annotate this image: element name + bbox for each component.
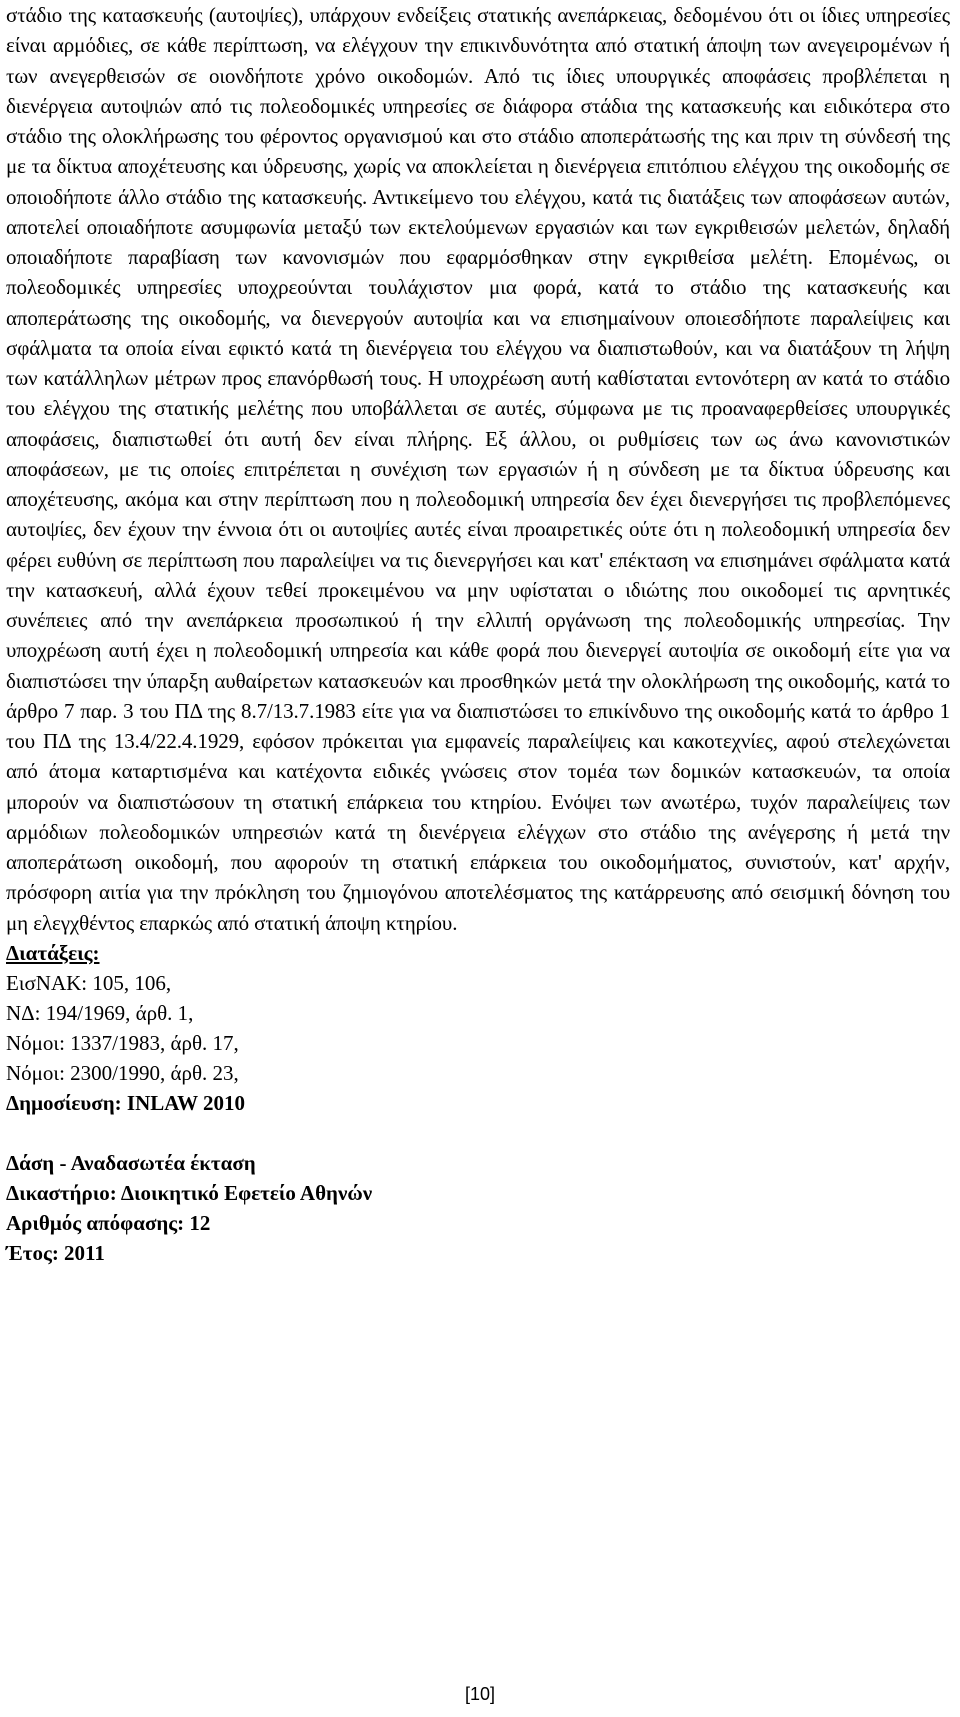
references-block xyxy=(6,938,950,1268)
provision-line: Νόμοι: 1337/1983, άρθ. 17, xyxy=(6,1030,239,1055)
decision-number: Αριθμός απόφασης: 12 xyxy=(6,1210,211,1235)
document-page xyxy=(6,0,950,1268)
provision-line: Νόμοι: 2300/1990, άρθ. 23, xyxy=(6,1060,239,1085)
provision-line: ΕισΝΑΚ: 105, 106, xyxy=(6,970,172,995)
provisions-heading: Διατάξεις: xyxy=(6,940,100,965)
year-line: Έτος: 2011 xyxy=(6,1240,105,1265)
court-line: Δικαστήριο: Διοικητικό Εφετείο Αθηνών xyxy=(6,1180,373,1205)
publication-line: Δημοσίευση: INLAW 2010 xyxy=(6,1090,245,1115)
provision-line: ΝΔ: 194/1969, άρθ. 1, xyxy=(6,1000,194,1025)
spacer xyxy=(6,1118,950,1148)
body-paragraph: στάδιο της κατασκευής (αυτοψίες), υπάρχουν ενδείξεις στατικής ανεπάρκειας, δεδομένου ότι οι ίδιες υπηρεσίες είναι αρμόδιες, σε κάθε περίπτωση, να ελέγχουν την επικινδυνότητα από στατική άποψη των ανεγειρομένων ή των ανεγερθεισών σε οιονδήποτε χρόνο οικοδομών. Από τις ίδιες υπουργικές αποφάσεις προβλέπεται η διενέργεια αυτοψιών από τις πολεοδομικές υπηρεσίες σε διάφορα στάδια της κατασκευής και ειδικότερα στο στάδιο της ολοκλήρωσης του φέροντος οργανισμού και στο στάδιο αποπεράτωσής της και πριν τη σύνδεσή της με τα δίκτυα αποχέτευσης και ύδρευσης, χωρίς να αποκλείεται η διενέργεια επιτόπιου ελέγχου της οικοδομής σε οποιοδήποτε άλλο στάδιο της κατασκευής. Αντικείμενο του ελέγχου, κατά τις διατάξεις των αποφάσεων αυτών, αποτελεί οποιαδήποτε ασυμφωνία μεταξύ των εκτελούμενων εργασιών και των εγκριθεισών μελετών, δηλαδή οποιαδήποτε παραβίαση των κανονισμών που εφαρμόσθηκαν στην εγκριθείσα μελέτη. Επομένως, οι πολεοδομικές υπηρεσίες υποχρεούνται τουλάχιστον μια φορά, κατά το στάδιο της κατασκευής και αποπεράτωσης της οικοδομής, να διενεργούν αυτοψία και να επισημαίνουν οποιεσδήποτε παραλείψεις και σφάλματα τα οποία είναι εφικτό κατά τη διενέργεια του ελέγχου να διαπιστωθούν, και να διατάξουν τη λήψη των κατάλληλων μέτρων προς επανόρθωσή τους. Η υποχρέωση αυτή καθίσταται εντονότερη αν κατά το στάδιο του ελέγχου της στατικής μελέτης που υποβάλλεται σε αυτές, σύμφωνα με τις προαναφερθείσες υπουργικές αποφάσεις, διαπιστωθεί ότι αυτή δεν είναι πλήρης. Εξ άλλου, οι ρυθμίσεις των ως άνω κανονιστικών αποφάσεων, με τις οποίες επιτρέπεται η συνέχιση των εργασιών ή η σύνδεση με τα δίκτυα ύδρευσης και αποχέτευσης, ακόμα και στην περίπτωση που η πολεοδομική υπηρεσία δεν έχει διενεργήσει τις προβλεπόμενες αυτοψίες, δεν έχουν την έννοια ότι οι αυτοψίες αυτές είναι προαιρετικές ούτε ότι η πολεοδομική υπηρεσία δεν φέρει ευθύνη σε περίπτωση που παραλείψει να τις διενεργήσει και κατ' επέκταση να επισημάνει σφάλματα κατά την κατασκευή, αλλά έχουν τεθεί προκειμένου να μην υφίσταται ο ιδιώτης που οικοδομεί τις αρνητικές συνέπειες από την ανεπάρκεια προσωπικού ή την ελλιπή οργάνωση της πολεοδομικής υπηρεσίας. Την υποχρέωση αυτή έχει η πολεοδομική υπηρεσία και κάθε φορά που διενεργεί αυτοψία σε οικοδομή είτε για να διαπιστώσει την ύπαρξη αυθαίρετων κατασκευών και προσθηκών μετά την ολοκλήρωση της οικοδομής, κατά το άρθρο 7 παρ. 3 του ΠΔ της 8.7/13.7.1983 είτε για να διαπιστώσει το επικίνδυνο της οικοδομής κατά το άρθρο 1 του ΠΔ της 13.4/22.4.1929, εφόσον πρόκειται για εμφανείς παραλείψεις και κακοτεχνίες, αφού στελεχώνεται από άτομα καταρτισμένα και κατέχοντα ειδικές γνώσεις στον τομέα των δομικών κατασκευών, τα οποία μπορούν να διαπιστώσουν τη στατική επάρκεια του κτηρίου. Ενόψει των ανωτέρω, τυχόν παραλείψεις των αρμόδιων πολεοδομικών υπηρεσιών κατά τη διενέργεια ελέγχων στο στάδιο της ανέγερσης ή μετά την αποπεράτωση οικοδομή, που αφορούν τη στατική επάρκεια του οικοδομήματος, συνιστούν, κατ' αρχήν, πρόσφορη αιτία για την πρόκληση του ζημιογόνου αποτελέσματος της κατάρρευσης από σεισμική δόνηση του μη ελεγχθέντος επαρκώς από στατική άποψη κτηρίου. xyxy=(6,3,950,935)
page-number: [10] xyxy=(464,1684,496,1704)
case-subject: Δάση - Αναδασωτέα έκταση xyxy=(6,1150,256,1175)
